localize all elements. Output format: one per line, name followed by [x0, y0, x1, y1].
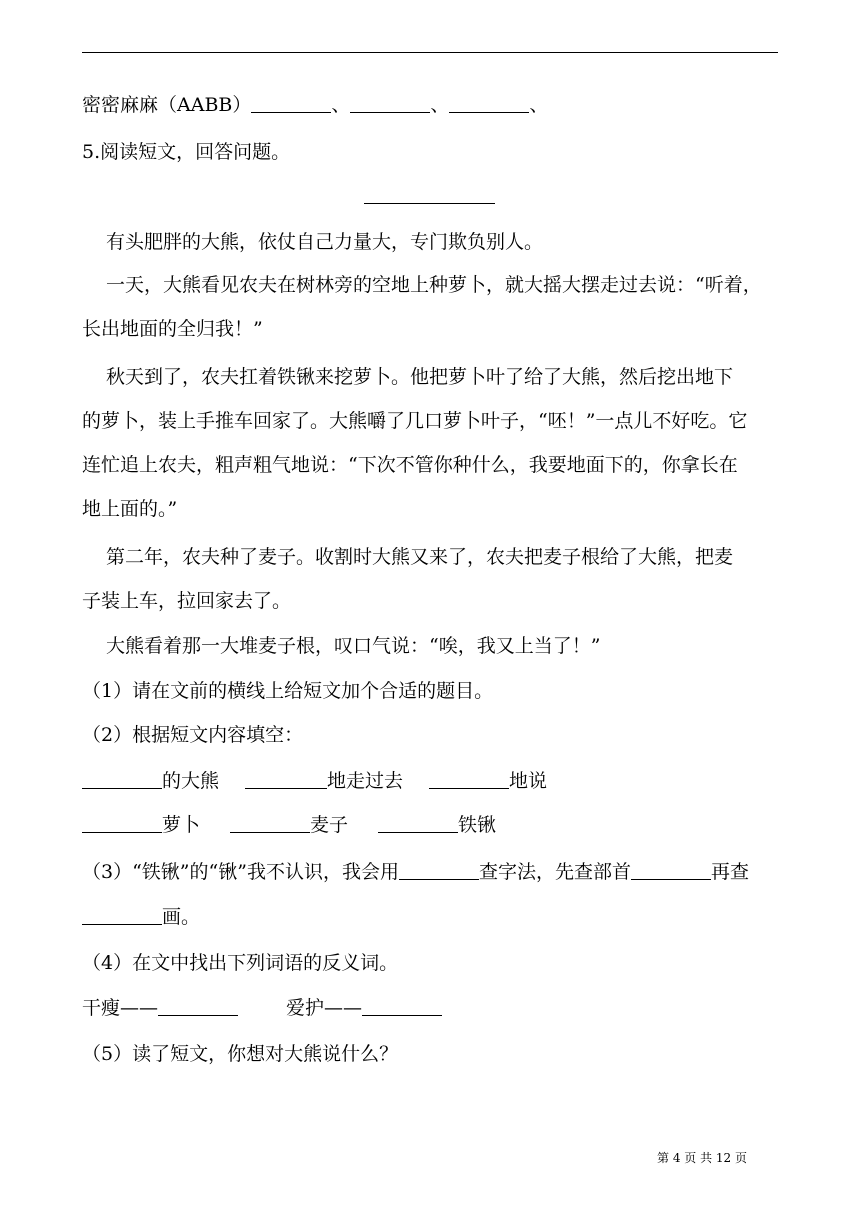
answer-blank[interactable]: [251, 94, 331, 113]
fill-word: 麦子: [310, 814, 349, 836]
answer-blank[interactable]: [449, 94, 529, 113]
fill-word: 的大熊: [162, 770, 220, 792]
passage-paragraph-1: 有头肥胖的大熊，依仗自己力量大，专门欺负别人。: [106, 231, 544, 253]
q3-text-part-2: 查字法，先查部首: [478, 861, 631, 883]
page-number-footer: 第 4 页 共 12 页: [657, 1151, 747, 1165]
answer-blank[interactable]: [158, 997, 238, 1016]
separator: 、: [529, 94, 549, 116]
subquestion-1: （1）请在文前的横线上给短文加个合适的题目。: [82, 680, 494, 702]
subquestion-5: （5）读了短文，你想对大熊说什么？: [82, 1043, 399, 1065]
answer-blank[interactable]: [82, 770, 162, 789]
passage-paragraph-3-line-2: 的萝卜，装上手推车回家了。大熊嚼了几口萝卜叶子，“呸！”一点儿不好吃。它: [82, 410, 748, 432]
subquestion-2: （2）根据短文内容填空：: [82, 724, 304, 746]
answer-blank[interactable]: [82, 814, 162, 833]
separator: 、: [331, 94, 351, 116]
passage-paragraph-5: 大熊看着那一大堆麦子根，叹口气说：“唉，我又上当了！”: [106, 635, 601, 657]
answer-blank[interactable]: [350, 94, 430, 113]
subquestion-3-line-2: [82, 905, 782, 929]
answer-blank[interactable]: [82, 906, 162, 925]
answer-blank[interactable]: [399, 861, 479, 880]
passage-paragraph-3-line-4: 地上面的。”: [82, 498, 178, 520]
passage-paragraph-3-line-1: 秋天到了，农夫扛着铁锹来挖萝卜。他把萝卜叶了给了大熊，然后挖出地下: [106, 366, 734, 388]
answer-blank[interactable]: [378, 814, 458, 833]
fill-row-1: [82, 769, 782, 793]
passage-paragraph-2-line-2: 长出地面的全归我！”: [82, 318, 263, 340]
answer-blank[interactable]: [230, 814, 310, 833]
answer-blank[interactable]: [631, 861, 711, 880]
antonym-word-2: 爱护——: [286, 997, 363, 1019]
antonym-row: [82, 996, 782, 1020]
passage-paragraph-3-line-3: 连忙追上农夫，粗声粗气地说：“下次不管你种什么，我要地面下的，你拿长在: [82, 454, 738, 476]
aabb-prefix: 密密麻麻（AABB）: [82, 94, 252, 116]
q3-text-part-3: 再查: [710, 861, 749, 883]
q3-text-part-4: 画。: [162, 906, 201, 928]
question-5-heading: 5.阅读短文，回答问题。: [82, 141, 291, 163]
answer-blank[interactable]: [429, 770, 509, 789]
fill-row-2: [82, 813, 782, 837]
answer-blank[interactable]: [245, 770, 327, 789]
aabb-question-line: [82, 93, 782, 117]
q3-text-part-1: （3）“铁锹”的“锹”我不认识，我会用: [82, 861, 399, 883]
fill-word: 地走过去: [327, 770, 404, 792]
subquestion-3-line-1: [82, 860, 782, 884]
passage-paragraph-2-line-1: 一天，大熊看见农夫在树林旁的空地上种萝卜，就大摇大摆走过去说：“听着，: [106, 274, 762, 296]
fill-word: 铁锹: [458, 814, 497, 836]
separator: 、: [430, 94, 450, 116]
antonym-word-1: 干瘦——: [82, 997, 159, 1019]
header-rule: [82, 52, 778, 53]
passage-paragraph-4-line-2: 子装上车，拉回家去了。: [82, 590, 292, 612]
fill-word: 地说: [509, 770, 548, 792]
passage-paragraph-4-line-1: 第二年，农夫种了麦子。收割时大熊又来了，农夫把麦子根给了大熊，把麦: [106, 546, 734, 568]
fill-word: 萝卜: [162, 814, 201, 836]
subquestion-4: （4）在文中找出下列词语的反义词。: [82, 952, 399, 974]
answer-blank[interactable]: [362, 997, 442, 1016]
title-blank[interactable]: [364, 203, 495, 204]
